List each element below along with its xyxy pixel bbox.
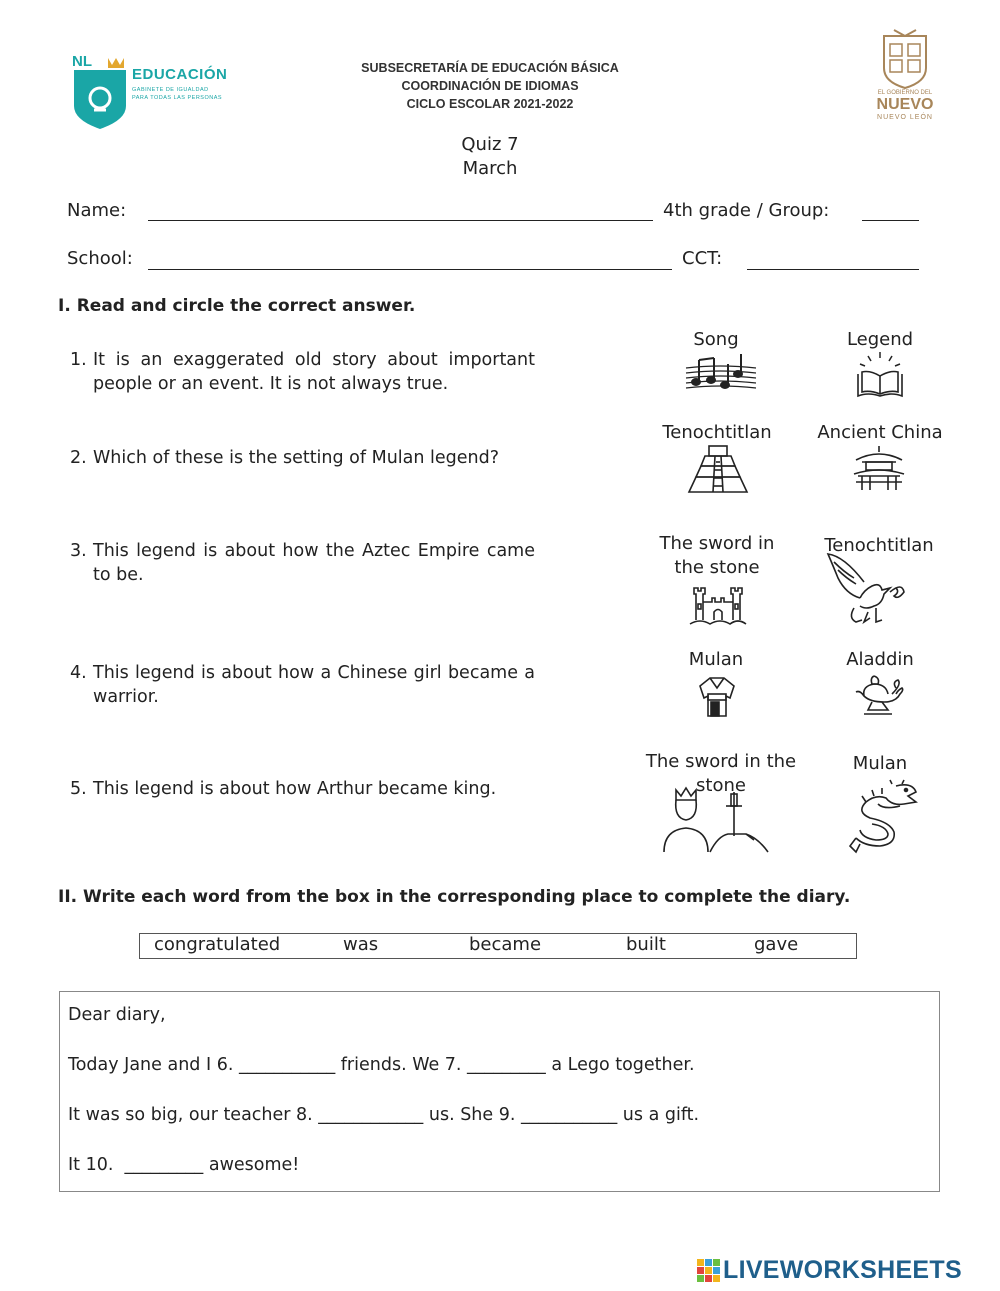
quiz-number: Quiz 7 bbox=[461, 134, 519, 155]
header-line-3: CICLO ESCOLAR 2021-2022 bbox=[406, 97, 574, 111]
header-line-2: COORDINACIÓN DE IDIOMAS bbox=[401, 79, 579, 93]
dragon-icon bbox=[846, 780, 920, 854]
education-logo bbox=[70, 54, 240, 130]
option-mulan[interactable]: Mulan bbox=[688, 649, 744, 670]
pagoda-icon bbox=[852, 446, 906, 492]
music-notes-icon bbox=[684, 354, 758, 392]
option-sword-in-stone[interactable]: The sword in the stone bbox=[659, 533, 775, 578]
word-congratulated: congratulated bbox=[154, 934, 281, 955]
brand-name: EDUCACIÓN bbox=[132, 66, 228, 83]
quiz-title bbox=[390, 133, 590, 181]
question-number: 1. bbox=[70, 350, 87, 370]
king-sword-icon bbox=[662, 786, 772, 856]
option-song[interactable]: Song bbox=[693, 329, 739, 350]
word-bank bbox=[139, 933, 857, 959]
word-became: became bbox=[469, 934, 542, 955]
option-sword-in-stone-2[interactable]: The sword in the stone bbox=[645, 751, 797, 796]
option-tenochtitlan[interactable]: Tenochtitlan bbox=[662, 422, 772, 443]
logo-sub-text: NUEVO LEÓN bbox=[877, 114, 933, 121]
question-text: This legend is about how the Aztec Empire came to be. bbox=[93, 541, 535, 585]
castle-icon bbox=[690, 582, 746, 626]
liveworksheets-logo bbox=[697, 1257, 997, 1285]
logo-big-text: NUEVO bbox=[876, 96, 934, 113]
question-number: 5. bbox=[70, 779, 87, 799]
diary-box bbox=[59, 991, 940, 1192]
coat-of-arms-icon bbox=[862, 28, 948, 90]
option-aladdin[interactable]: Aladdin bbox=[846, 649, 914, 670]
diary-line-3[interactable]: It 10. _________ awesome! bbox=[68, 1155, 300, 1175]
logo-small-text: EL GOBIERNO DEL bbox=[877, 90, 933, 96]
header-block bbox=[340, 59, 640, 113]
question-number: 2. bbox=[70, 448, 87, 468]
section-1-heading: I. Read and circle the correct answer. bbox=[58, 296, 416, 316]
name-label: Name: bbox=[67, 200, 127, 221]
cct-field[interactable] bbox=[747, 269, 919, 270]
option-legend[interactable]: Legend bbox=[846, 329, 914, 350]
question-text: This legend is about how a Chinese girl became a warrior. bbox=[93, 663, 535, 707]
grade-group-label: 4th grade / Group: bbox=[663, 200, 830, 221]
pyramid-icon bbox=[685, 444, 751, 494]
diary-line-2[interactable]: It was so big, our teacher 8. ____________ us. She 9. ___________ us a gift. bbox=[68, 1105, 700, 1125]
word-was: was bbox=[343, 934, 379, 955]
question-number: 3. bbox=[70, 541, 87, 561]
word-gave: gave bbox=[754, 934, 799, 955]
question-text: This legend is about how Arthur became king. bbox=[93, 779, 497, 799]
question-text: Which of these is the setting of Mulan legend? bbox=[93, 448, 500, 468]
open-book-icon bbox=[854, 350, 906, 400]
option-mulan-2[interactable]: Mulan bbox=[852, 753, 908, 774]
eagle-icon bbox=[824, 552, 910, 626]
brand-tagline-1: GABINETE DE IGUALDAD bbox=[132, 87, 209, 93]
word-built: built bbox=[626, 934, 666, 955]
question-text: It is an exaggerated old story about important people or an event. It is not always true. bbox=[93, 350, 535, 394]
group-field[interactable] bbox=[862, 220, 919, 221]
option-ancient-china[interactable]: Ancient China bbox=[817, 422, 943, 443]
cct-label: CCT: bbox=[682, 248, 723, 269]
name-field[interactable] bbox=[148, 220, 653, 221]
liveworksheets-text: LIVEWORKSHEETS bbox=[723, 1256, 962, 1284]
liveworksheets-icon bbox=[697, 1259, 721, 1283]
section-2-heading: II. Write each word from the box in the corresponding place to complete the diary. bbox=[58, 887, 851, 907]
quiz-month: March bbox=[462, 158, 518, 179]
magic-lamp-icon bbox=[852, 674, 906, 718]
kimono-icon bbox=[696, 676, 738, 718]
nl-badge: NL bbox=[72, 53, 92, 70]
school-label: School: bbox=[67, 248, 133, 269]
header-line-1: SUBSECRETARÍA DE EDUCACIÓN BÁSICA bbox=[361, 61, 619, 75]
diary-line-1[interactable]: Today Jane and I 6. ___________ friends. We 7. _________ a Lego together. bbox=[68, 1055, 695, 1075]
option-tenochtitlan-2[interactable]: Tenochtitlan bbox=[824, 535, 934, 556]
brand-tagline-2: PARA TODAS LAS PERSONAS bbox=[132, 95, 223, 101]
diary-greeting: Dear diary, bbox=[68, 1005, 166, 1025]
question-number: 4. bbox=[70, 663, 87, 683]
school-field[interactable] bbox=[148, 269, 672, 270]
nuevo-leon-logo bbox=[862, 28, 948, 124]
